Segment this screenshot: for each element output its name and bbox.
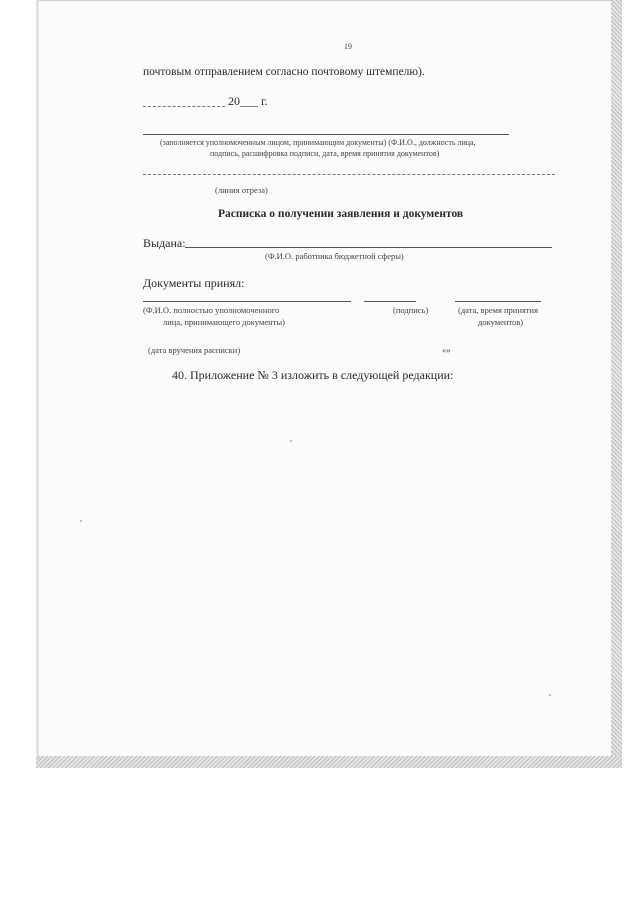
issue-date-mark: «» bbox=[442, 345, 451, 355]
issued-line bbox=[185, 247, 552, 248]
scan-bottom-edge bbox=[36, 756, 622, 768]
accepted-name-line bbox=[143, 301, 351, 302]
item-40: 40. Приложение № 3 изложить в следующей редакции: bbox=[172, 368, 454, 382]
issue-date-label: (дата вручения расписки) bbox=[148, 345, 241, 355]
scan-speck bbox=[549, 694, 551, 696]
filled-by-note-2: подпись, расшифровка подписи, дата, время принятия документов) bbox=[210, 149, 440, 158]
accepted-signature-line bbox=[364, 301, 416, 302]
page-number: 19 bbox=[344, 42, 352, 51]
accepted-col1-line2: лица, принимающего документы) bbox=[163, 317, 285, 327]
docs-accepted-label: Документы принял: bbox=[143, 276, 245, 290]
cut-line-label: (линия отреза) bbox=[215, 185, 268, 195]
cut-line bbox=[143, 174, 555, 175]
scanned-page bbox=[36, 0, 622, 768]
accepted-date-line bbox=[455, 301, 541, 302]
scan-speck bbox=[290, 440, 292, 442]
scan-speck bbox=[80, 520, 82, 522]
date-line: 20___ г. bbox=[228, 94, 268, 108]
date-blank-line bbox=[143, 106, 225, 107]
issued-label: Выдана: bbox=[143, 236, 186, 250]
accepted-col3-line1: (дата, время принятия bbox=[458, 305, 538, 315]
continuation-text: почтовым отправлением согласно почтовому штемпелю). bbox=[143, 66, 425, 78]
scan-right-edge bbox=[611, 0, 622, 768]
signature-line bbox=[143, 134, 509, 135]
accepted-col1-line1: (Ф.И.О. полностью уполномоченного bbox=[143, 305, 280, 315]
issued-caption: (Ф.И.О. работника бюджетной сферы) bbox=[265, 251, 404, 261]
accepted-col2: (подпись) bbox=[393, 305, 429, 315]
accepted-col3-line2: документов) bbox=[478, 317, 524, 327]
scan-left-edge bbox=[36, 0, 39, 768]
receipt-title: Расписка о получении заявления и документов bbox=[218, 208, 464, 220]
filled-by-note-1: (заполняется уполномоченным лицом, принимающим документы) (Ф.И.О., должность лица, bbox=[160, 138, 476, 147]
